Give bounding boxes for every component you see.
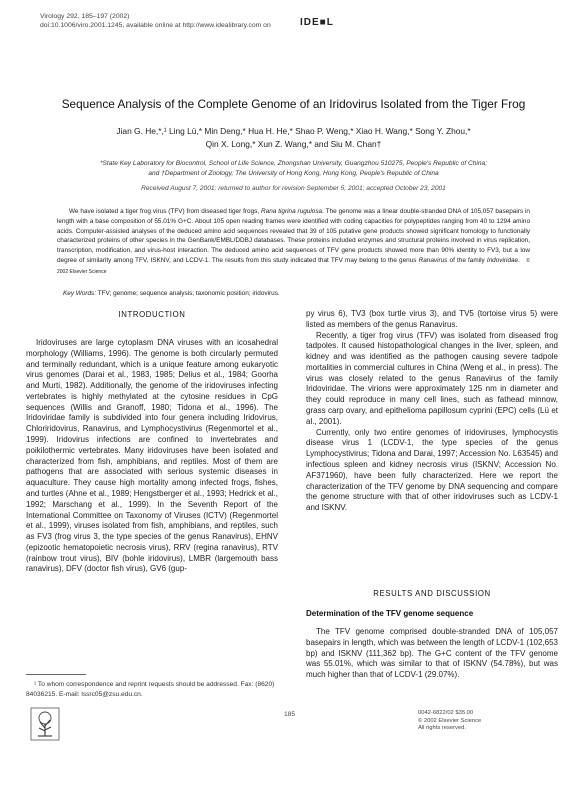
keywords-text: TFV; genome; sequence analysis; taxonomic position; iridovirus. — [97, 290, 280, 297]
keywords — [57, 289, 530, 298]
intro-continuation: py virus 6), TV3 (box turtle virus 3), and TV5 (tortoise virus 5) were listed as members of the genus Ranavirus. — [306, 309, 558, 329]
abstract-species: Rana tigrina rugulosa — [261, 208, 323, 215]
keywords-label: Key Words: — [63, 290, 97, 297]
abstract: We have isolated a tiger frog virus (TFV) from diseased tiger frogs, Rana tigrina rugulosa. The genome was a linear double-stranded DNA of 105,057 basepairs in length with a base composition of 55.01% G+C. About 105 open reading frames were identified with coding capacities for polypeptides ranging from 40 to 1294 amino acids. Computer-assisted analyses of the deduced amino acid sequences revealed that 39 of 105 putative gene products showed significant homology to functionally characterized proteins of other species in the GenBank/EMBL/DDBJ databases. These proteins included enzymes and structural proteins involved in virus replication, transcription, modification, and virus-host interaction. The deduced amino acid sequences of TFV gene products showed more than 90% identity to FV3, but a low degree of similarity among TFV, ISKNV, and LCDV-1. The results from this study indicated that TFV may belong to the genus Ranavirus of the family Iridoviridae. © 2002 Elsevier Science — [57, 208, 530, 275]
journal-citation-line2: doi:10.1006/viro.2001.1245, available online at http://www.idealibrary.com on — [40, 22, 271, 29]
results-paragraph: The TFV genome comprised double-stranded DNA of 105,057 basepairs in length, which was between the length of LCDV-1 (102,653 bp) and ISKNV (111,362 bp). The G+C content of the TFV genome was 55.01%, which was similar to that of ISKNV (54.78%), but was much higher than that of LCDV-1 (29.07%). — [306, 627, 558, 680]
footnote: ¹ To whom correspondence and reprint requests should be addressed. Fax: (8620) 84036215. E-mail: lssrc05@zsu.edu.cn. — [26, 681, 275, 698]
journal-citation — [40, 12, 271, 30]
paper-title: Sequence Analysis of the Complete Genome of an Iridovirus Isolated from the Tiger Frog — [61, 97, 526, 111]
intro-paragraph-genomes: Currently, only two entire genomes of iridoviruses, lymphocystis disease virus 1 (LCDV-1, the type species of the genus Lymphocystivirus; Tidona and Darai, 1997; Accession No. L63545) and infectious spleen and kidney necrosis virus (ISKNV; Accession No. AF371960), have been fully characterized. Here we report the characterization of the TFV genome by DNA sequencing and compare the genome structure with that of other iridoviruses such as LCDV-1 and ISKNV. — [306, 427, 558, 513]
abstract-text-2: . The genome was a linear double-stranded DNA of 105,057 basepairs in length with a base composition of 55.01% G+C. About 105 open reading frames were identified with coding capacities for polypeptides ranging from 40 to 1294 amino acids. Computer-assisted analyses of the deduced amino acid sequences revealed that 39 of 105 putative gene products showed significant homology to functionally characterized proteins of other species in the GenBank/EMBL/DDBJ databases. These proteins included enzymes and structural proteins involved in virus replication, transcription, modification, and virus-host interaction. The deduced amino acid sequences of TFV gene products showed more than 90% identity to FV3, but a low degree of similarity among TFV, ISKNV, and LCDV-1. The results from this study indicated that TFV may belong to the genus — [57, 208, 530, 264]
affiliation-line-2: and †Department of Zoology, The University of Hong Kong, Hong Kong, People's Republic of China — [148, 169, 439, 177]
footnote-rule — [26, 674, 86, 675]
ideal-logo: IDE■L — [300, 17, 334, 28]
abstract-family: Iridoviridae — [486, 256, 519, 264]
copyright-price: 0042-6822/02 $35.00 — [418, 710, 474, 716]
introduction-body — [26, 338, 278, 575]
intro-paragraph: Iridoviruses are large cytoplasm DNA viruses with an icosahedral morphology (Williams, 1996). The genome is both circularly permuted and terminally redundant, which is a unique feature among eukaryotic virus genomes (Darai et al., 1983, 1985; Delius et al., 1984; Goorha and Murti, 1982). Additionally, the genome of the iridoviruses infecting vertebrates is highly methylated at the cytosine residues in CpG sequences (Willis and Granoff, 1980; Tidona et al., 1996). The Iridoviridae family is subdivided into four genera including Iridovirus, Chloriridovirus, Ranavirus, and Lymphocystivirus (Regenmortel et al., 1999). Iridovirus infections are confined to invertebrates and poikilothermic vertebrates. Many iridoviruses have been isolated and characterized from fish, amphibians, and reptiles. Most of them are pathogens that are associated with serious systemic diseases in aquaculture. They cause high mortality among infected frogs, fishes, and turtles (Ahne et al., 1989; Hengstberger et al., 1993; Hedrick et al., 1992; Marschang et al., 1999). In the Seventh Report of the International Committee on Taxonomy of Viruses (ICTV) (Regenmortel et al., 1999), viruses isolated from fish, amphibians, and reptiles, such as FV3 (frog virus 3, the type species of the genus Ranavirus), EHNV (epizootic hematopoietic necrosis virus), RRV (regina ranavirus), RTV (rainbow trout virus), BIV (bohle iridovirus), LMBR (largemouth bass ranavirus), DFV (doctor fish virus), GV6 (gup- — [26, 338, 278, 574]
page-number: 185 — [284, 711, 296, 718]
abstract-text-1: We have isolated a tiger frog virus (TFV) from diseased tiger frogs, — [69, 208, 262, 215]
abstract-genus: Ranavirus — [418, 256, 448, 264]
results-heading: RESULTS AND DISCUSSION — [373, 589, 491, 598]
results-body — [306, 627, 558, 681]
elsevier-tree-icon — [30, 707, 60, 741]
journal-citation-line1: Virology 292, 185–197 (2002) — [40, 13, 130, 20]
copyright-holder: © 2002 Elsevier Science — [418, 717, 482, 724]
abstract-text-3: of the family — [447, 256, 487, 264]
affiliation-line-1: *State Key Laboratory for Biocontrol, School of Life Science, Zhongshan University, Guangzhou 510275, People's Republic of China; — [99, 160, 488, 167]
copyright-block — [418, 710, 481, 733]
right-column-body — [306, 309, 558, 514]
results-subheading: Determination of the TFV genome sequence — [306, 609, 474, 618]
author-list — [60, 125, 527, 151]
copyright-rights: All rights reserved. — [418, 725, 467, 731]
author-line-1: Jian G. He,*,¹ Ling Lü,* Min Deng,* Hua H. He,* Shao P. Weng,* Xiao H. Wang,* Song Y. Zhou,* — [116, 126, 471, 136]
introduction-heading: INTRODUCTION — [118, 310, 186, 319]
intro-paragraph-tfv: Recently, a tiger frog virus (TFV) was isolated from diseased frog tadpoles. It caused histopathological changes in the liver, spleen, and kidney and was identified as the pathogen causing severe tadpole mortalities in commercial cultures in China (Weng et al., in press). The virus was closely related to the genus Ranavirus of the family Iridoviridae. The virions were approximately 125 nm in diameter and they could reproduce in many cell lines, such as fathead minnow, grass carp ovary, and epithelioma papillosum cyprini (EPC) cells (Lü et al., 2001). — [306, 330, 558, 426]
affiliations — [55, 159, 532, 178]
received-dates: Received August 7, 2001; returned to author for revision September 5, 2001; accepted October 23, 2001 — [141, 185, 446, 192]
abstract-copyright: © 2002 Elsevier Science — [57, 257, 530, 275]
author-line-2: Qin X. Long,* Xun Z. Wang,* and Siu M. Chan† — [205, 139, 382, 149]
